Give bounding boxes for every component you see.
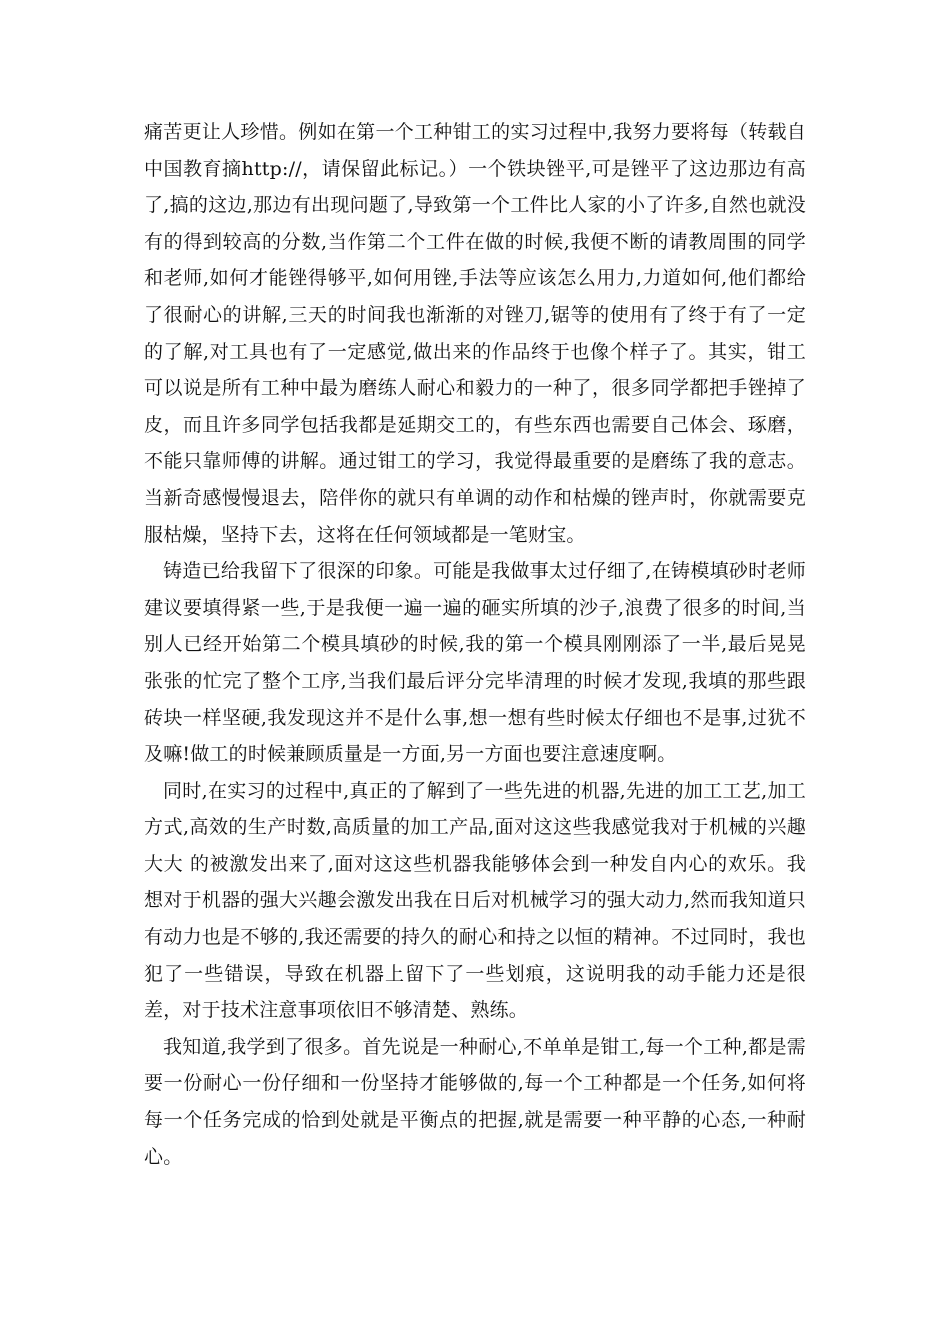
paragraph-fitter-training: 痛苦更让人珍惜。例如在第一个工种钳工的实习过程中,我努力要将每（转载自中国教育摘http://，请保留此标记。）一个铁块锉平,可是锉平了这边那边有高了,搞的这边,那边有出现问题了,导致第一个工件比人家的小了许多,自然也就没有的得到较高的分数,当作第二个工件在做的时候,我便不断的请教周围的同学和老师,如何才能锉得够平,如何用锉,手法等应该怎么用力,力道如何,他们都给了很耐心的讲解,三天的时间我也渐渐的对锉刀,锯等的使用有了终于有了一定的了解,对工具也有了一定感觉,做出来的作品终于也像个样子了。其实，钳工可以说是所有工种中最为磨练人耐心和毅力的一种了，很多同学都把手锉掉了皮，而且许多同学包括我都是延期交工的，有些东西也需要自己体会、琢磨，不能只靠师傅的讲解。通过钳工的学习，我觉得最重要的是磨练了我的意志。当新奇感慢慢退去，陪伴你的就只有单调的动作和枯燥的锉声时，你就需要克服枯燥，坚持下去，这将在任何领域都是一笔财宝。 — [144, 121, 806, 546]
paragraph-casting: 铸造已给我留下了很深的印象。可能是我做事太过仔细了,在铸模填砂时老师建议要填得紧一些,于是我便一遍一遍的砸实所填的沙子,浪费了很多的时间,当别人已经开始第二个模具填砂的时候,我的第一个模具刚刚添了一半,最后晃晃张张的忙完了整个工序,当我们最后评分完毕清理的时候才发现,我填的那些跟砖块一样坚硬,我发现这并不是什么事,想一想有些时候太仔细也不是事,过犹不及嘛!做工的时候兼顾质量是一方面,另一方面也要注意速度啊。 — [144, 560, 806, 766]
document-body — [144, 114, 806, 1175]
paragraph-patience: 我知道,我学到了很多。首先说是一种耐心,不单单是钳工,每一个工种,都是需要一份耐心一份仔细和一份坚持才能够做的,每一个工种都是一个任务,如何将每一个任务完成的恰到处就是平衡点的把握,就是需要一种平静的心态,一种耐心。 — [144, 1035, 806, 1168]
paragraph-advanced-machinery: 同时,在实习的过程中,真正的了解到了一些先进的机器,先进的加工工艺,加工方式,高效的生产时数,高质量的加工产品,面对这这些我感觉我对于机械的兴趣大大 的被激发出来了,面对这这些机器我能够体会到一种发自内心的欢乐。我想对于机器的强大兴趣会激发出我在日后对机械学习的强大动力,然而我知道只有动力也是不够的,我还需要的持久的耐心和持之以恒的精神。不过同时，我也犯了一些错误，导致在机器上留下了一些划痕，这说明我的动手能力还是很差，对于技术注意事项依旧不够清楚、熟练。 — [144, 779, 806, 1022]
